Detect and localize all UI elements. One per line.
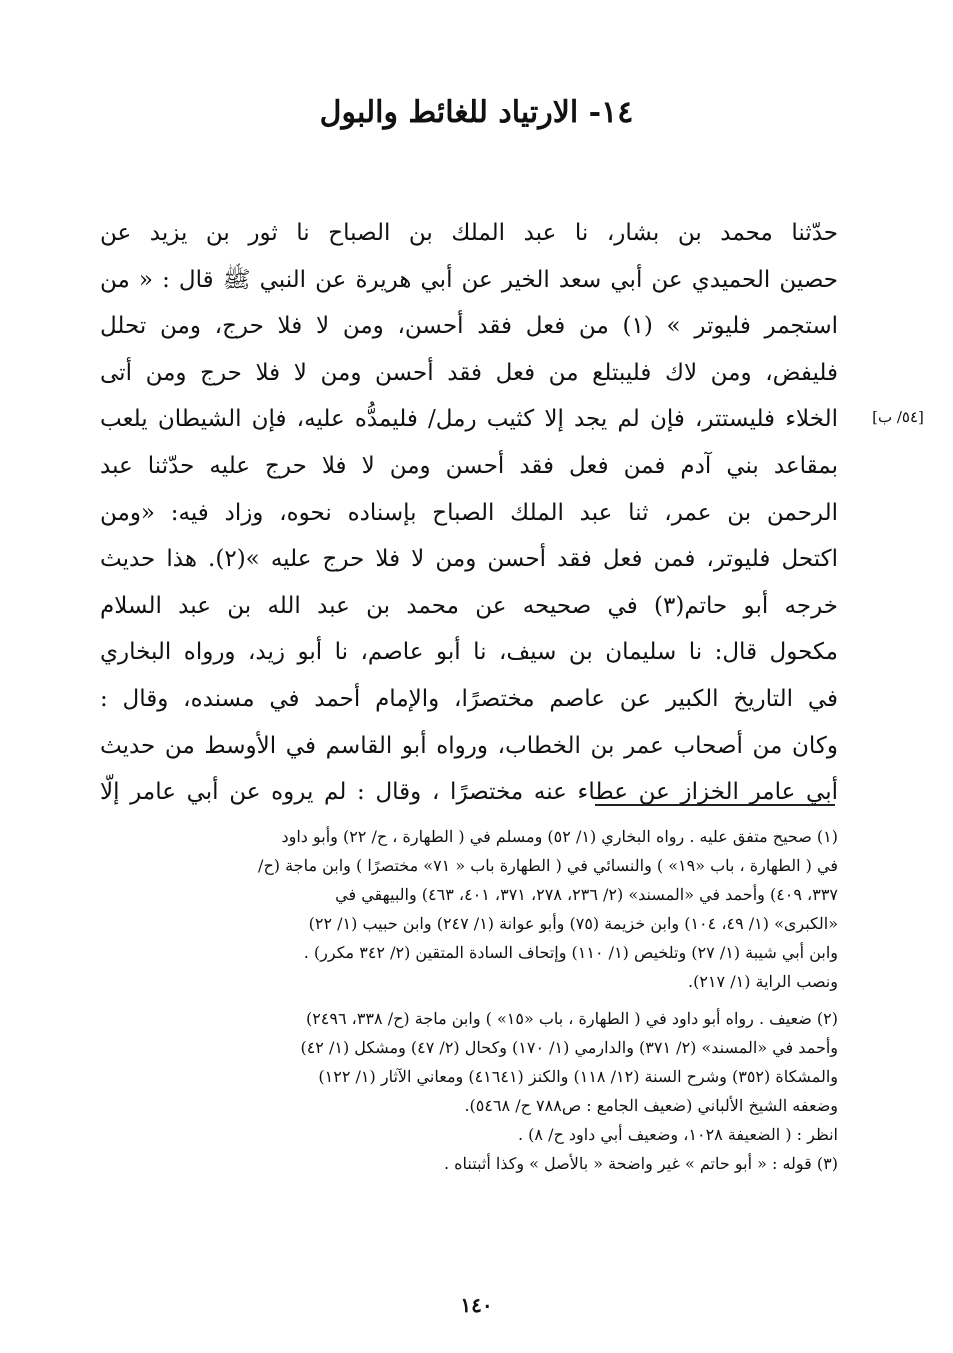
body-line: حصين الحميدي عن أبي سعد الخير عن أبي هريرة عن النبي ﷺ قال : « من [100, 266, 838, 293]
body-line: وكان من أصحاب عمر بن الخطاب، ورواه أبو القاسم في الأوسط من حديث [100, 732, 838, 759]
footnotes [100, 822, 838, 1178]
body-line: حدّثنا محمد بن بشار، نا عبد الملك بن الصباح نا ثور بن يزيد عن [100, 220, 838, 246]
main-text-body [100, 210, 838, 816]
footnote-line: (١) صحيح متفق عليه . رواه البخاري (١/ ٥٢) ومسلم في ( الطهارة ، ح/ ٢٢) وأبو داود [281, 827, 838, 846]
body-line: فليفض، ومن لاك فليبتلع من فعل فقد أحسن ومن لا فلا حرج ومن أتى [100, 359, 838, 386]
footnote-line: انظر : ( الضعيفة ١٠٢٨، وضعيف أبي داود ح/ ٨) . [517, 1125, 838, 1144]
footnote-line: (٢) ضعيف . رواه أبو داود في ( الطهارة ، باب «١٥» ) وابن ماجة (ح/ ٣٣٨، ٢٤٩٦) [305, 1009, 838, 1028]
footnote-separator [595, 804, 835, 806]
body-line: الخلاء فليستتر، فإن لم يجد إلا كثيب رمل/ فليمدُّه عليه، فإن الشيطان يلعب [100, 406, 838, 433]
body-line: استجمر فليوتر » (١) من فعل فقد أحسن، ومن لا فلا حرج، ومن تحلل [100, 313, 838, 340]
body-line: بمقاعد بني آدم فمن فعل فقد أحسن ومن لا فلا حرج عليه حدّثنا عبد [100, 452, 838, 479]
manuscript-folio-note: [٥٤/ ب] [872, 408, 924, 426]
footnote-3 [100, 1149, 838, 1178]
footnote-2 [100, 1004, 838, 1149]
chapter-title: ١٤- الارتياد للغائط والبول [319, 95, 634, 130]
body-line: مكحول قال: نا سليمان بن سيف، نا أبو عاصم، نا أبو زيد، ورواه البخاري [100, 639, 838, 666]
footnote-line: ونصب الراية (١/ ٢١٧). [688, 972, 838, 991]
body-line: أبي عامر الخزاز عن عطاء عنه مختصرًا ، وقال : لم يروه عن أبي عامر إلّا [100, 779, 838, 806]
footnote-line: وابن أبي شيبة (١/ ٢٧) وتلخيص (١/ ١١٠) وإتحاف السادة المتقين (٢/ ٣٤٢ مكرر) . [303, 943, 838, 962]
footnote-line: وضعفه الشيخ الألباني (ضعيف الجامع : ص٧٨٨ ح/ ٥٤٦٨). [464, 1096, 838, 1115]
body-line: اكتحل فليوتر، فمن فعل فقد أحسن ومن لا فلا حرج عليه »(٢). هذا حديث [100, 546, 838, 573]
footnote-line: وأحمد في «المسند» (٢/ ٣٧١) والدارمي (١/ ١٧٠) وكحال (٢/ ٤٧) ومشكل (١/ ٤٢) [300, 1038, 838, 1057]
page-number: ١٤٠ [460, 1293, 493, 1317]
body-line: في التاريخ الكبير عن عاصم مختصرًا، والإمام أحمد في مسنده، وقال : [100, 685, 838, 712]
footnote-gap [100, 996, 838, 1004]
footnote-1 [100, 822, 838, 996]
footnote-line: (٣) قوله : « أبو حاتم » غير واضحة « بالأصل » وكذا أثبتناه . [444, 1154, 838, 1173]
body-line: الرحمن بن عمر، ثنا عبد الملك الصباح بإسناده نحوه، وزاد فيه: «ومن [100, 499, 838, 526]
footnote-line: والمشكاة (٣٥٢) وشرح السنة (١٢/ ١١٨) والكنز (٤١٦٤١) ومعاني الآثار (١/ ١٢٢) [318, 1067, 838, 1086]
body-line: خرجه أبو حاتم(٣) في صحيحه عن محمد بن عبد الله بن عبد السلام [100, 592, 838, 619]
footnote-line: «الكبرى» (١/ ٤٩، ١٠٤) وابن خزيمة (٧٥) وأبو عوانة (١/ ٢٤٧) وابن حبيب (١/ ٢٢) [308, 914, 838, 933]
footnote-line: ٣٣٧، ٤٠٩) وأحمد في «المسند» (٢/ ٢٣٦، ٢٧٨، ٣٧١، ٤٠١، ٤٦٣) والبيهقي في [335, 885, 838, 904]
footnote-line: في ( الطهارة ، باب «١٩» ) والنسائي في ( الطهارة باب « ٧١» مختصرًا ) وابن ماجة (ح/ [258, 856, 838, 875]
